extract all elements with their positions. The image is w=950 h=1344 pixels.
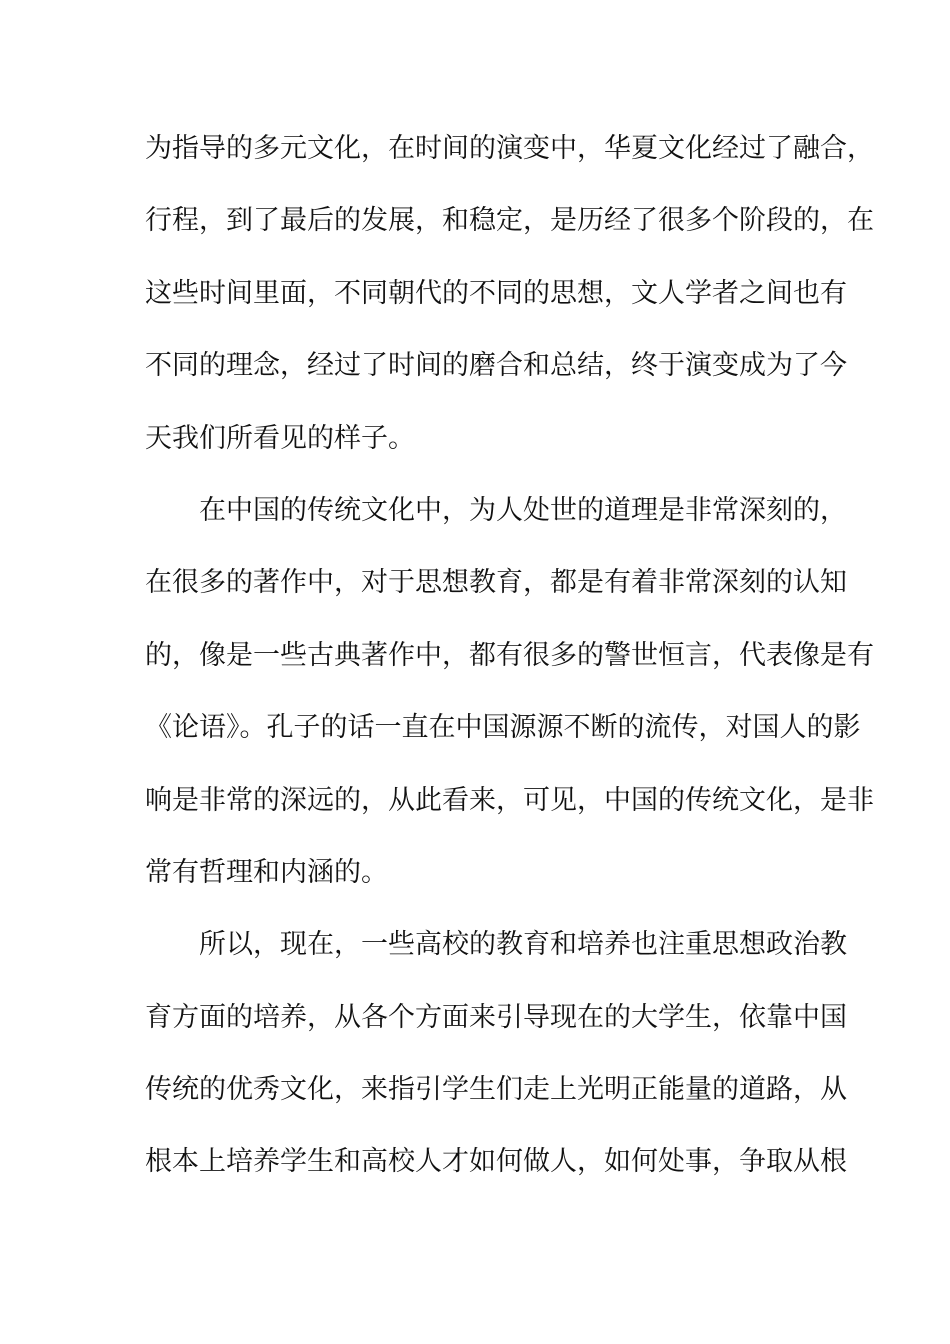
text-line: 行程，到了最后的发展，和稳定，是历经了很多个阶段的，在	[145, 205, 874, 237]
text-line: 不同的理念，经过了时间的磨合和总结，终于演变成为了今	[145, 350, 847, 382]
text-line: 为指导的多元文化，在时间的演变中，华夏文化经过了融合，	[145, 133, 874, 164]
text-line: 常有哲理和内涵的。	[145, 856, 388, 888]
text-line: 天我们所看见的样子。	[145, 422, 415, 454]
text-line: 根本上培养学生和高校人才如何做人，如何处事，争取从根	[145, 1146, 847, 1178]
text-line: 在很多的著作中，对于思想教育，都是有着非常深刻的认知	[145, 567, 847, 599]
text-line: 育方面的培养，从各个方面来引导现在的大学生，依靠中国	[145, 1001, 847, 1033]
text-line: 这些时间里面，不同朝代的不同的思想，文人学者之间也有	[145, 277, 847, 309]
paragraph-first-line: 在中国的传统文化中，为人处世的道理是非常深刻的，	[199, 494, 847, 526]
paragraph-first-line: 所以，现在，一些高校的教育和培养也注重思想政治教	[199, 929, 847, 961]
text-line: 响是非常的深远的，从此看来，可见，中国的传统文化，是非	[145, 784, 874, 816]
body-text	[145, 127, 874, 1213]
text-line: 传统的优秀文化，来指引学生们走上光明正能量的道路，从	[145, 1074, 847, 1106]
text-line: 《论语》。孔子的话一直在中国源源不断的流传，对国人的影	[145, 712, 861, 744]
text-line: 的，像是一些古典著作中，都有很多的警世恒言，代表像是有	[145, 639, 874, 671]
